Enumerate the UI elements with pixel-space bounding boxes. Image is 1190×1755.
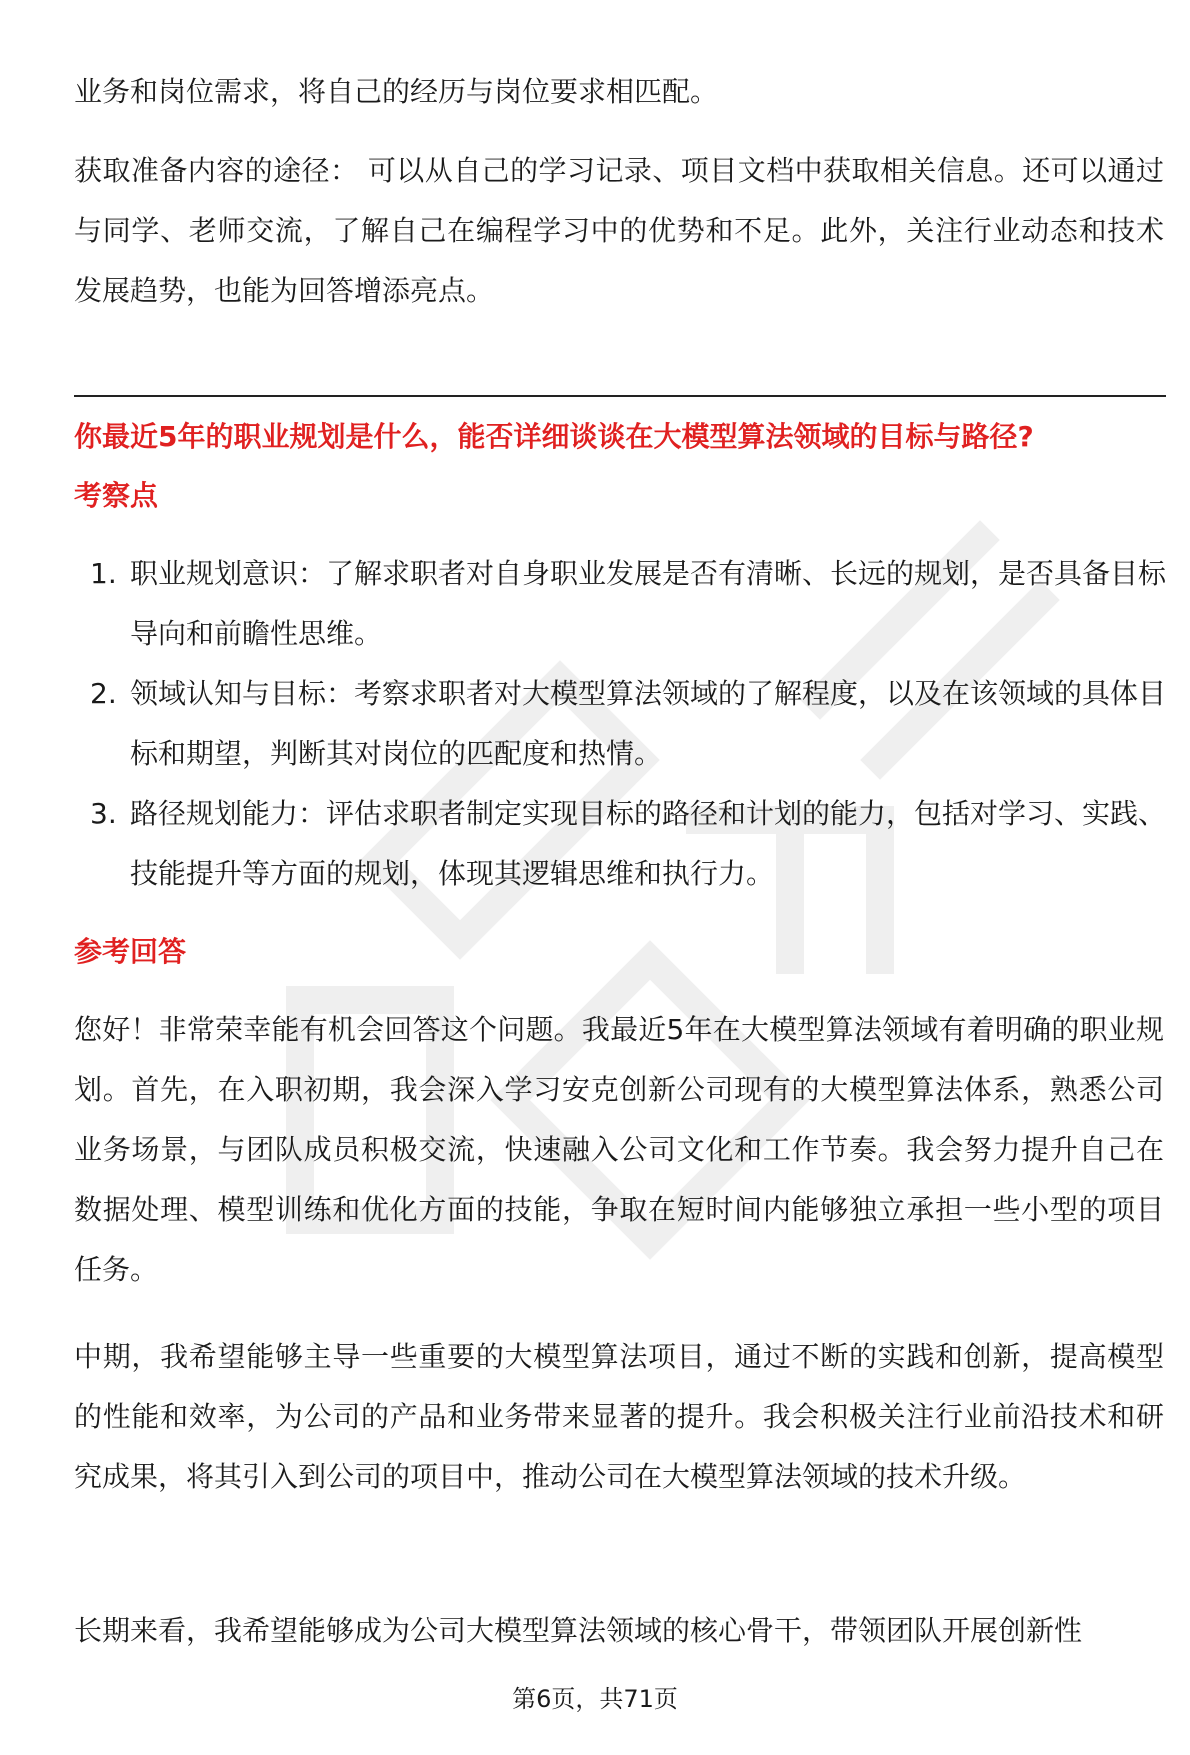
list-item [74, 784, 1166, 904]
sources-paragraph: 获取准备内容的途径： 可以从自己的学习记录、项目文档中获取相关信息。还可以通过与同学、老师交流，了解自己在编程学习中的优势和不足。此外，关注行业动态和技术发展趋势，也能为回答增添亮点。 [74, 154, 1164, 307]
section-divider [74, 395, 1166, 397]
top-paragraph: 业务和岗位需求，将自己的经历与岗位要求相匹配。 [74, 75, 719, 108]
answer-paragraph-3: 长期来看，我希望能够成为公司大模型算法领域的核心骨干，带领团队开展创新性 [74, 1614, 1083, 1647]
list-item-text: 职业规划意识：了解求职者对自身职业发展是否有清晰、长远的规划，是否具备目标导向和前瞻性思维。 [130, 557, 1167, 650]
question-heading: 你最近5年的职业规划是什么，能否详细谈谈在大模型算法领域的目标与路径? [74, 420, 1034, 453]
answer-paragraph-2: 中期，我希望能够主导一些重要的大模型算法项目，通过不断的实践和创新，提高模型的性能和效率，为公司的产品和业务带来显著的提升。我会积极关注行业前沿技术和研究成果，将其引入到公司的项目中，推动公司在大模型算法领域的技术升级。 [74, 1340, 1164, 1493]
list-item-number: 1. [90, 557, 117, 590]
answer-paragraph-1: 您好！非常荣幸能有机会回答这个问题。我最近5年在大模型算法领域有着明确的职业规划。首先，在入职初期，我会深入学习安克创新公司现有的大模型算法体系，熟悉公司业务场景，与团队成员积极交流，快速融入公司文化和工作节奏。我会努力提升自己在数据处理、模型训练和优化方面的技能，争取在短时间内能够独立承担一些小型的项目任务。 [74, 1013, 1164, 1286]
list-item-number: 2. [90, 677, 117, 710]
list-item-text: 领域认知与目标：考察求职者对大模型算法领域的了解程度，以及在该领域的具体目标和期望，判断其对岗位的匹配度和热情。 [130, 677, 1167, 770]
focus-points-list [74, 544, 1166, 904]
focus-points-heading: 考察点 [74, 479, 159, 512]
reference-answer-heading: 参考回答 [74, 935, 187, 968]
list-item-text: 路径规划能力：评估求职者制定实现目标的路径和计划的能力，包括对学习、实践、技能提升等方面的规划，体现其逻辑思维和执行力。 [130, 797, 1167, 890]
list-item [74, 544, 1166, 664]
page-number-footer: 第6页，共71页 [512, 1685, 678, 1713]
list-item [74, 664, 1166, 784]
list-item-number: 3. [90, 797, 117, 830]
